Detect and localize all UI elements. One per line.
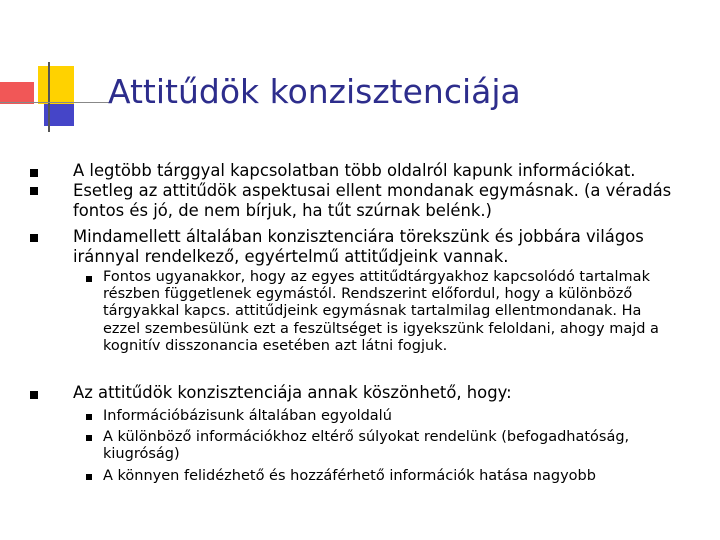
bullet-marker bbox=[30, 391, 38, 399]
sub-bullet-text: A különböző információkhoz eltérő súlyokat rendelünk (befogadhatóság, kiugróság) bbox=[103, 429, 630, 463]
sub-bullet-marker bbox=[86, 414, 92, 420]
sub-bullet-marker bbox=[86, 474, 92, 480]
bullet-text: Mindamellett általában konzisztenciára törekszünk és jobbára világos iránnyal rendelkező, egyértelmű attitűdjeink vannak. bbox=[73, 227, 644, 266]
sub-bullet-text: Információbázisunk általában egyoldalú bbox=[103, 408, 392, 424]
bullet-text: A legtöbb tárggyal kapcsolatban több oldalról kapunk információkat. bbox=[73, 161, 636, 180]
sub-bullet-marker bbox=[86, 276, 92, 282]
sub-bullet-marker bbox=[86, 435, 92, 441]
bullet-text: Esetleg az attitűdök aspektusai ellent mondanak egymásnak. (a véradás fontos és jó, de nem bírjuk, ha tűt szúrnak belénk.) bbox=[73, 181, 672, 220]
bullet-text: Az attitűdök konzisztenciája annak köszönhető, hogy: bbox=[73, 383, 512, 402]
slide-title: Attitűdök konzisztenciája bbox=[108, 72, 521, 111]
bullet-marker bbox=[30, 169, 38, 177]
sub-bullet-text: A könnyen felidézhető és hozzáférhető információk hatása nagyobb bbox=[103, 468, 596, 484]
sub-bullet-text: Fontos ugyanakkor, hogy az egyes attitűdtárgyakhoz kapcsolódó tartalmak részben függetlenek egymástól. Rendszerint előfordul, hogy a különböző tárgyakkal kapcs. attitűdjeink egymásnak tartalmilag ellentmondanak. Ha ezzel szembesülünk ezt a feszültséget is igyekszünk feloldani, ahogy majd a kognitív disszonancia esetében azt látni fogjuk. bbox=[103, 269, 659, 354]
bullet-marker bbox=[30, 187, 38, 195]
bullet-marker bbox=[30, 234, 38, 242]
